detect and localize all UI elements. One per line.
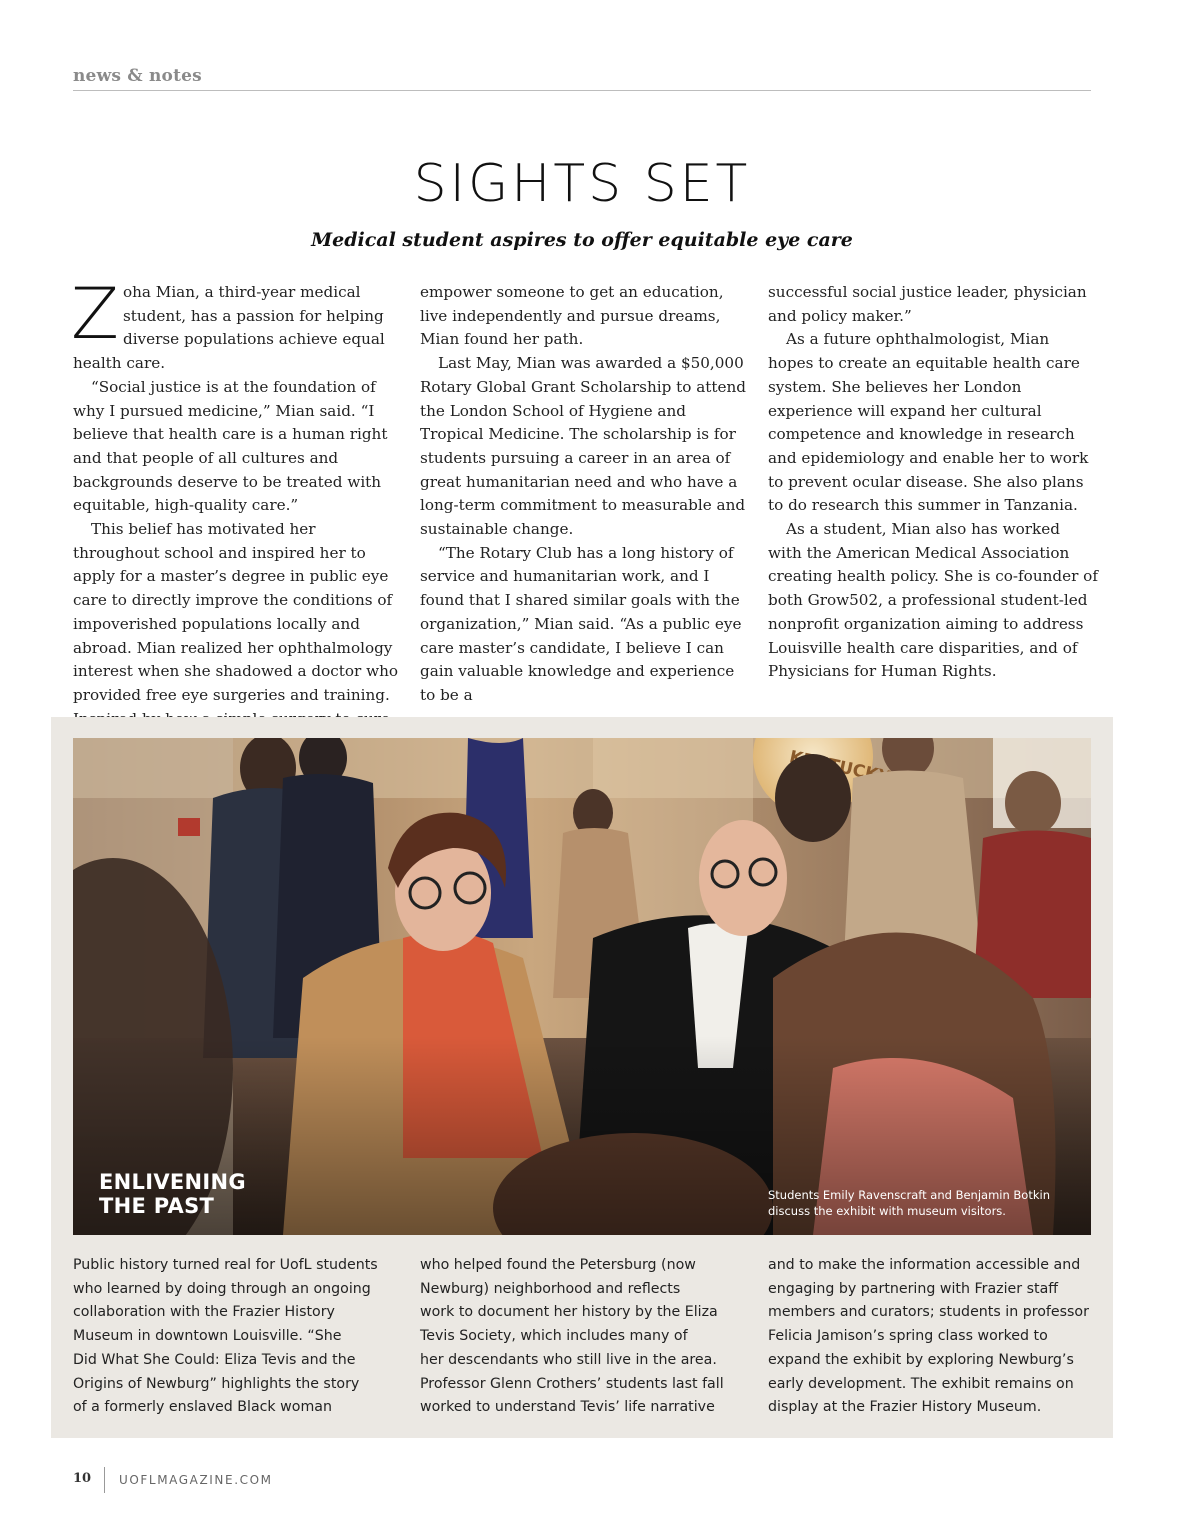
- article-paragraph: “The Rotary Club has a long history of service and humanitarian work, and I found that I shared similar goals with the organization,” Mian said. “As a public eye care master’s candidate, I believe I can gain valuable knowledge and experience to be a: [420, 543, 742, 704]
- photo-caption: Students Emily Ravenscraft and Benjamin Botkin discuss the exhibit with museum visitors.: [768, 1188, 1050, 1218]
- article-paragraph: “Social justice is at the foundation of why I pursued medicine,” Mian said. “I believe that health care is a human right and that people of all cultures and backgrounds deserve to be treated with equitable, high-quality care.”: [73, 377, 388, 515]
- article-title: SIGHTS SET: [413, 154, 751, 214]
- article-paragraph: Zoha Mian, a third-year medical student, has a passion for helping diverse populations achieve equal health care.: [71, 273, 385, 373]
- article-paragraph: empower someone to get an education, live independently and pursue dreams, Mian found her path.: [420, 283, 724, 349]
- article-paragraph: Last May, Mian was awarded a $50,000 Rotary Global Grant Scholarship to attend the London School of Hygiene and Tropical Medicine. The scholarship is for students pursuing a career in an area of great humanitarian need and who have a long-term commitment to measurable and sustainable change.: [420, 354, 746, 539]
- article-column-2: [420, 281, 750, 708]
- sidebar-column-1: Public history turned real for UofL students who learned by doing through an ongoing collaboration with the Frazier History Museum in downtown Louisville. “She Did What She Could: Eliza Tevis and the Origins of Newburg” highlights the story of a formerly enslaved Black woman: [73, 1257, 378, 1416]
- article-paragraph: successful social justice leader, physician and policy maker.”: [768, 283, 1087, 325]
- footer-website: UOFLMAGAZINE.COM: [119, 1473, 273, 1487]
- article-paragraph: As a student, Mian also has worked with the American Medical Association creating health policy. She is co-founder of both Grow502, a professional student-led nonprofit organization aiming to address Louisville health care disparities, and of Physicians for Human Rights.: [768, 520, 1098, 681]
- article-subtitle: Medical student aspires to offer equitable eye care: [311, 229, 853, 251]
- sidebar-heading: ENLIVENING THE PAST: [99, 1170, 246, 1218]
- page-number: 10: [73, 1471, 92, 1486]
- header-divider: [73, 90, 1091, 91]
- section-label: news & notes: [73, 66, 202, 86]
- article-paragraph: As a future ophthalmologist, Mian hopes to create an equitable health care system. She believes her London experience will expand her cultural competence and knowledge in research and epidemiology and enable her to work to prevent ocular disease. She also plans to do research this summer in Tanzania.: [768, 330, 1089, 515]
- sidebar-column-2: who helped found the Petersburg (now Newburg) neighborhood and reflects work to document her history by the Eliza Tevis Society, which includes many of her descendants who still live in the area. Professor Glenn Crothers’ students last fall worked to understand Tevis’ life narrative: [420, 1257, 724, 1416]
- footer-divider: [104, 1467, 105, 1493]
- sidebar-column-3: and to make the information accessible and engaging by partnering with Frazier staff members and curators; students in professor Felicia Jamison’s spring class worked to expand the exhibit by exploring Newburg’s early development. The exhibit remains on display at the Frazier History Museum.: [768, 1257, 1089, 1416]
- drop-cap: Z: [71, 273, 119, 355]
- article-column-1: [71, 273, 403, 755]
- article-column-3: [768, 281, 1098, 684]
- photo-illustration: [73, 738, 1091, 1235]
- article-paragraph: This belief has motivated her throughout school and inspired her to apply for a master’s degree in public eye care to directly improve the conditions of impoverished populations locally and abroad. Mian realized her ophthalmology interest when she shadowed a doctor who provided free eye surgeries and training.: [73, 520, 399, 704]
- event-photo: [73, 738, 1091, 1235]
